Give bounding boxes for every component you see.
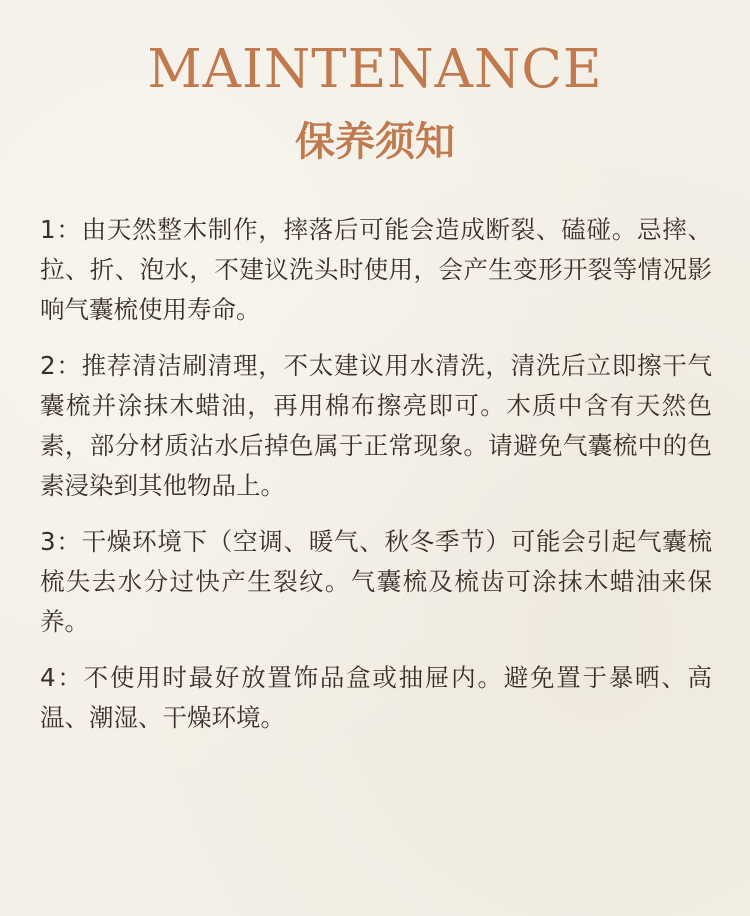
header (0, 40, 750, 166)
title-chinese: 保养须知 (295, 119, 455, 165)
maintenance-item-4: 4：不使用时最好放置饰品盒或抽屉内。避免置于暴晒、高温、潮湿、干燥环境。 (40, 663, 712, 732)
title-english: MAINTENANCE (147, 39, 603, 100)
maintenance-item-2: 2：推荐清洁刷清理，不太建议用水清洗，清洗后立即擦干气囊梳并涂抹木蜡油，再用棉布擦亮即可。木质中含有天然色素，部分材质沾水后掉色属于正常现象。请避免气囊梳中的色素浸染到其他物品上。 (40, 351, 712, 500)
maintenance-item-3: 3：干燥环境下（空调、暖气、秋冬季节）可能会引起气囊梳梳失去水分过快产生裂纹。气囊梳及梳齿可涂抹木蜡油来保养。 (40, 527, 712, 636)
maintenance-item-1: 1：由天然整木制作，摔落后可能会造成断裂、磕碰。忌摔、拉、折、泡水，不建议洗头时使用，会产生变形开裂等情况影响气囊梳使用寿命。 (40, 215, 712, 324)
maintenance-list (40, 210, 712, 754)
